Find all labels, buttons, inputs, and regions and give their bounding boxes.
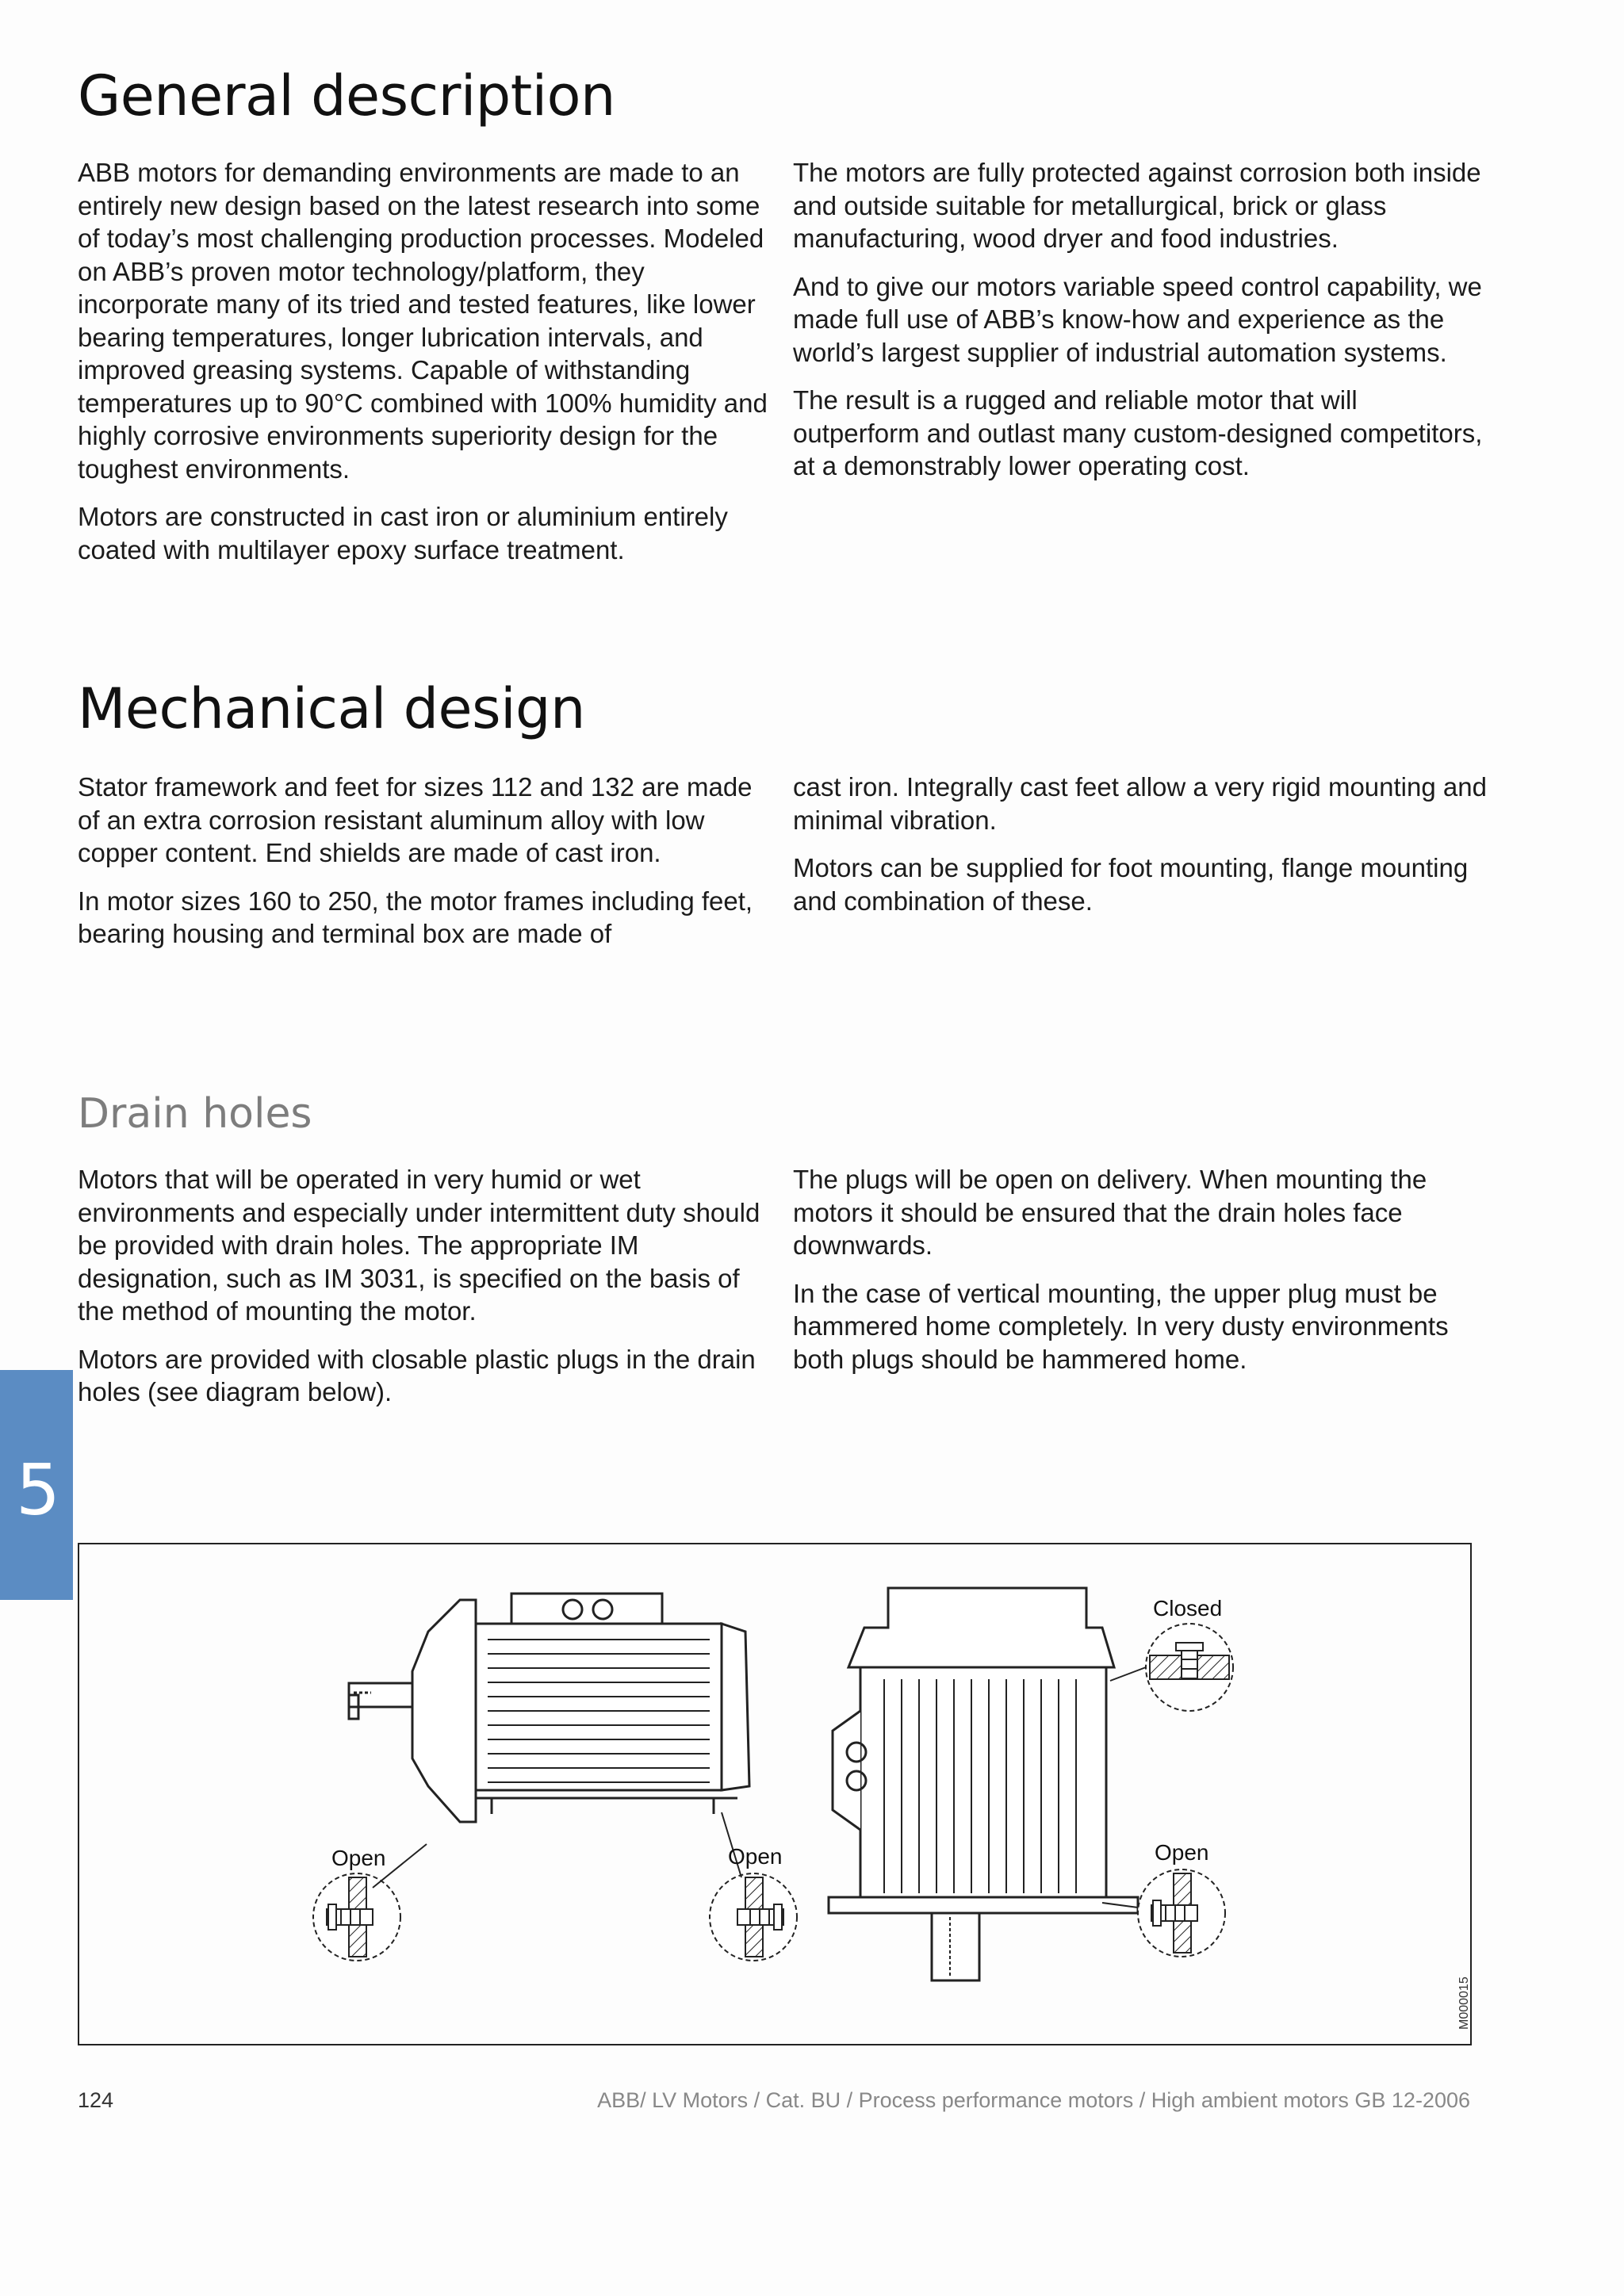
mechanical-left-column [78, 771, 776, 966]
general-left-column [78, 156, 776, 581]
page-number: 124 [78, 2088, 114, 2112]
general-right-paragraph: The motors are fully protected against corrosion both inside and outside suitable for metallurgical, brick or glass manufacturing, wood dryer and food industries. [793, 158, 1481, 253]
section-tab-number: 5 [16, 1449, 60, 1531]
drain-plug-diagram [78, 1543, 1472, 2045]
mechanical-left-paragraph: In motor sizes 160 to 250, the motor frames including feet, bearing housing and terminal box are made of [78, 886, 753, 948]
drain-holes-heading: Drain holes [78, 1090, 312, 1138]
drain-left-paragraph: Motors are provided with closable plastic plugs in the drain holes (see diagram below). [78, 1344, 756, 1406]
general-right-paragraph: And to give our motors variable speed control capability, we made full use of ABB’s know-how and experience as the world’s largest supplier of industrial automation systems. [793, 271, 1482, 367]
mechanical-left-paragraph: Stator framework and feet for sizes 112 and 132 are made of an extra corrosion resistant aluminum alloy with low copper content. End shields are made of cast iron. [78, 772, 753, 867]
open-label-right: Open [1155, 1840, 1209, 1865]
mechanical-design-heading: Mechanical design [78, 676, 585, 741]
drain-right-paragraph: The plugs will be open on delivery. When mounting the motors it should be ensured that the drain holes face downwards. [793, 1165, 1427, 1260]
closed-label: Closed [1153, 1596, 1223, 1621]
drain-left-paragraph: Motors that will be operated in very humid or wet environments and especially under intermittent duty should be provided with drain holes. The appropriate IM designation, such as IM 3031, is specified on the basis of the method of mounting the motor. [78, 1165, 760, 1326]
drain-right-column [793, 1163, 1491, 1391]
vertical-motor-drawing [829, 1588, 1138, 1980]
mechanical-right-column [793, 771, 1491, 932]
general-description-heading: General description [78, 63, 615, 128]
horizontal-motor-drawing [349, 1594, 749, 1822]
figure-code: M000015 [1457, 1976, 1471, 2030]
general-left-paragraph: ABB motors for demanding environments are made to an entirely new design based on the latest research into some of today’s most challenging production processes. Modeled on ABB’s proven motor technology/platform, they incorporate many of its tried and tested features, like lower bearing temperatures, longer lubrication intervals, and improved greasing systems. Capable of withstanding temperatures up to 90°C combined with 100% humidity and highly corrosive environments superiority design for the toughest environments. [78, 158, 768, 484]
mechanical-right-paragraph: cast iron. Integrally cast feet allow a very rigid mounting and minimal vibration. [793, 772, 1487, 835]
section-tab [0, 1370, 73, 1600]
open-label-left: Open [331, 1846, 386, 1870]
drain-right-paragraph: In the case of vertical mounting, the upper plug must be hammered home completely. In very dusty environments both plugs should be hammered home. [793, 1278, 1449, 1374]
general-right-paragraph: The result is a rugged and reliable motor that will outperform and outlast many custom-designed competitors, at a demonstrably lower operating cost. [793, 385, 1483, 480]
drain-left-column [78, 1163, 776, 1424]
open-label-middle: Open [728, 1844, 783, 1869]
footer-text: ABB/ LV Motors / Cat. BU / Process performance motors / High ambient motors GB 12-2006 [597, 2088, 1470, 2112]
mechanical-right-paragraph: Motors can be supplied for foot mounting, flange mounting and combination of these. [793, 853, 1469, 916]
general-left-paragraph: Motors are constructed in cast iron or aluminium entirely coated with multilayer epoxy surface treatment. [78, 502, 728, 564]
plug-detail-open-middle [710, 1812, 797, 1961]
general-right-column [793, 156, 1491, 498]
plug-detail-closed [1110, 1624, 1233, 1711]
drain-plug-diagram-svg [79, 1544, 1470, 2044]
